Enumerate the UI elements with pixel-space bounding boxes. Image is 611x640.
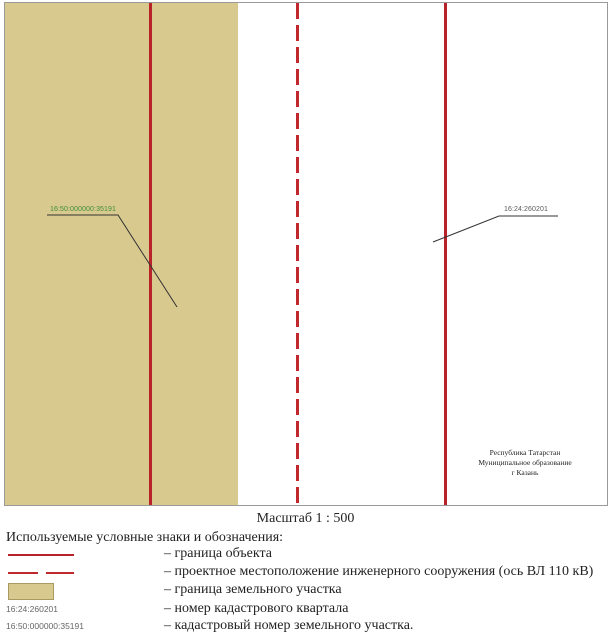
label-leader-lines	[5, 3, 607, 505]
legend-item-object-boundary	[6, 546, 606, 564]
region-line-city: г Казань	[511, 468, 539, 477]
quarter-code-symbol: 16:24:260201	[6, 604, 58, 614]
map-frame	[4, 2, 608, 506]
region-line-municipality: Муниципальное образование	[478, 458, 572, 467]
region-caption	[445, 448, 605, 478]
legend-text: – граница земельного участка	[164, 582, 342, 597]
legend-title: Используемые условные знаки и обозначения:	[6, 530, 284, 545]
solid-red-line-symbol	[6, 546, 76, 564]
legend-item-cadastral-parcel-number	[6, 618, 606, 636]
legend-item-power-line-axis	[6, 564, 606, 582]
legend-text: – номер кадастрового квартала	[164, 601, 349, 616]
parcel-code-symbol: 16:50:000000:35191	[6, 621, 84, 631]
quarter-cadastral-label: 16:24:260201	[504, 206, 549, 213]
legend-text: – проектное местоположение инженерного сооружения (ось ВЛ 110 кВ)	[164, 564, 594, 579]
parcel-cadastral-label: 16:50:000000:35191	[50, 206, 117, 213]
region-line-republic: Республика Татарстан	[489, 448, 561, 457]
map-scale: Масштаб 1 : 500	[256, 511, 355, 526]
legend-text: – кадастровый номер земельного участка.	[164, 618, 414, 633]
legend-item-cadastral-quarter	[6, 601, 606, 619]
dashed-red-line-symbol	[6, 564, 76, 582]
legend-text: – граница объекта	[164, 546, 272, 561]
legend-item-land-parcel	[6, 582, 606, 600]
parcel-swatch-symbol	[6, 582, 76, 600]
